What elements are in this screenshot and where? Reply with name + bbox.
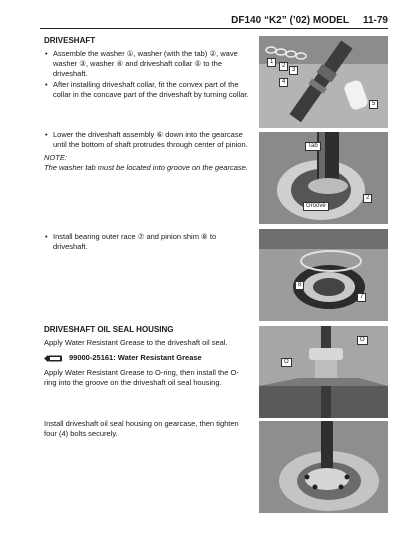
section-heading: DRIVESHAFT [44, 36, 96, 45]
page-header [40, 10, 388, 29]
grease-part-number: 99000-25161: Water Resistant Grease [69, 353, 202, 362]
callout-label: Groove [303, 202, 329, 211]
callout-label: 1 [267, 58, 276, 67]
instruction-bullet: • Assemble the washer ①, washer (with the tab) ②, wave washer ③, washer ④ and driveshaft collar ⑤ to the driveshaft. [44, 49, 249, 79]
callout-label: 5 [369, 100, 378, 109]
photo-housing-installed [259, 421, 388, 513]
photo-driveshaft-washers [259, 36, 388, 128]
bearing-section [44, 232, 249, 253]
page-number: 11-79 [362, 15, 388, 26]
callout-label: 2 [363, 194, 372, 203]
callout-label: O [357, 336, 368, 345]
oil-seal-housing-section [44, 325, 249, 394]
photo-bearing-race [259, 229, 388, 321]
driveshaft-section [44, 36, 249, 101]
model-title: DF140 “K2” (’02) MODEL [231, 15, 349, 26]
instruction-text: Apply Water Resistant Grease to the driveshaft oil seal. [44, 338, 228, 347]
callout-label: 7 [357, 293, 366, 302]
callout-label: 4 [279, 78, 288, 87]
photo-gearcase-tab [259, 132, 388, 224]
callout-label: 3 [289, 66, 298, 75]
install-housing-section [44, 419, 249, 445]
callout-label: 8 [295, 281, 304, 290]
note-label: NOTE: [44, 153, 67, 162]
instruction-bullet: • After installing driveshaft collar, fit the convex part of the collar in the concave part of the driveshaft by turning collar. [44, 80, 249, 100]
instruction-text: Install driveshaft oil seal housing on gearcase, then tighten four (4) bolts securely. [44, 419, 239, 438]
callout-label: 2 [279, 62, 288, 71]
photo-oil-seal-housing [259, 326, 388, 418]
section-heading: DRIVESHAFT OIL SEAL HOUSING [44, 325, 174, 334]
instruction-text: Apply Water Resistant Grease to O-ring, then install the O-ring into the groove on the driveshaft oil seal housing. [44, 368, 239, 387]
grease-tube-icon [44, 354, 64, 363]
instruction-bullet: • Install bearing outer race ⑦ and pinion shim ⑧ to driveshaft. [44, 232, 249, 252]
grease-callout [44, 353, 249, 363]
callout-label: O [281, 358, 292, 367]
note-text: The washer tab must be located into groove on the gearcase. [44, 163, 248, 172]
lower-driveshaft-section [44, 130, 249, 173]
callout-label: Tab [305, 142, 321, 151]
instruction-bullet: • Lower the driveshaft assembly ⑥ down into the gearcase until the bottom of shaft protrudes through center of pinion. [44, 130, 249, 150]
